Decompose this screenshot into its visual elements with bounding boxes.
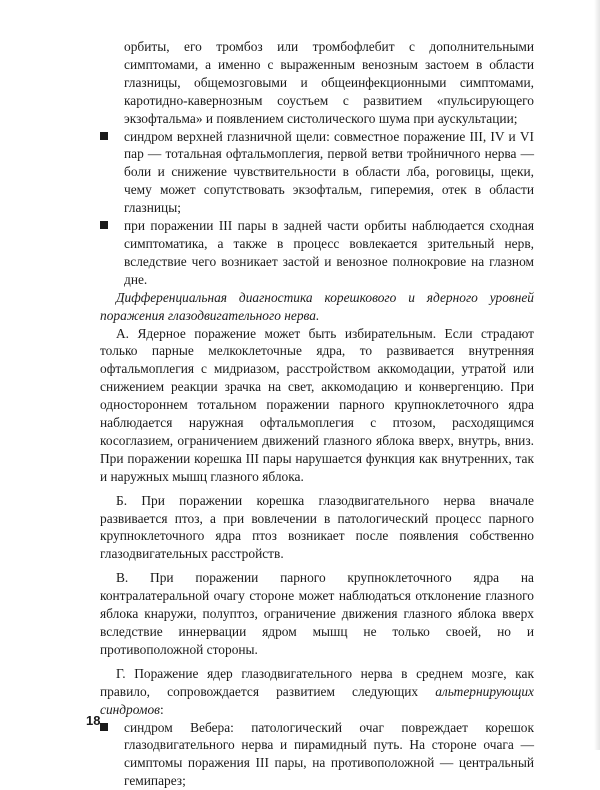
continued-paragraph: орбиты, его тромбоз или тромбофлебит с дополнительными симптомами, а именно с выраженным венозным застоем в области глазницы, общемозговыми и общеинфекционными симптомами, каротидно-кавернозным соустьем с развитием «пульсирующего экзофтальма» и появлением систолического шума при аускультации;: [124, 39, 534, 126]
square-bullet-icon: [100, 221, 108, 229]
bullet-item: [100, 217, 534, 289]
paragraph-c: В. При поражении парного крупноклеточного ядра на контралатеральной очагу стороне может наблюдаться отклонение глазного яблока кнаружи, полуптоз, ограничение движения глазного яблока вверх вследствие иннервации ядром мышц не только своей, но и противоположной стороны.: [100, 570, 534, 657]
paragraph-d-text: Г. Поражение ядер глазодвигательного нерва в среднем мозге, как правило, сопровождается развитием следующих: [100, 665, 534, 699]
square-bullet-icon: [100, 132, 108, 140]
bullet-text: синдром Вебера: патологический очаг повреждает корешок глазодвигательного нерва и пирамидный путь. На стороне очага — симптомы поражения III пары, на противоположной — центральный гемипарез;: [124, 719, 534, 789]
paragraph-b: Б. При поражении корешка глазодвигательного нерва вначале развивается птоз, а при вовлечении в патологический процесс парного крупноклеточного ядра птоз возникает после появления собственно глазодвигательных расстройств.: [100, 492, 534, 562]
paragraph-a: А. Ядерное поражение может быть избирательным. Если страдают только парные мелкоклеточные ядра, то развивается внутренняя офтальмоплегия с мидриазом, расстройством аккомодации, утратой или снижением реакции зрачка на свет, аккомодацию и конвергенцию. При одностороннем тотальном поражении парного крупноклеточного ядра наблюдается наружная офтальмоплегия с птозом, расходящимся косоглазием, ограничением движений глазного яблока вверх, внутрь, вниз. При поражении корешка III пары нарушается функция как внутренних, так и наружных мышц глазного яблока.: [100, 325, 534, 484]
bullet-text: синдром верхней глазничной щели: совместное поражение III, IV и VI пар — тотальная офтальмоплегия, первой ветви тройничного нерва — боли и снижение чувствительности в области лба, роговицы, щеки, чему может сопутствовать экзофтальм, гиперемия, отек в области глазницы;: [124, 128, 534, 216]
page-number: 18: [86, 713, 101, 728]
paragraph-d: [100, 665, 534, 719]
bullet-item: [100, 719, 534, 790]
square-bullet-icon: [100, 723, 108, 731]
paragraph-d-colon: :: [160, 701, 164, 717]
section-heading: Дифференциальная диагностика корешкового и ядерного уровней поражения глазодвигательного нерва.: [100, 289, 534, 323]
emphasized-term: альтернирующих синдромов: [100, 683, 534, 717]
text-column: [100, 38, 534, 790]
bullet-text: при поражении III пары в задней части орбиты наблюдается сходная симптоматика, а также в процесс вовлекается зрительный нерв, вследствие чего возникает застой и венозное полнокровие на глазном дне.: [124, 218, 534, 287]
page-edge-shadow: [594, 0, 600, 750]
bullet-item: [100, 128, 534, 218]
